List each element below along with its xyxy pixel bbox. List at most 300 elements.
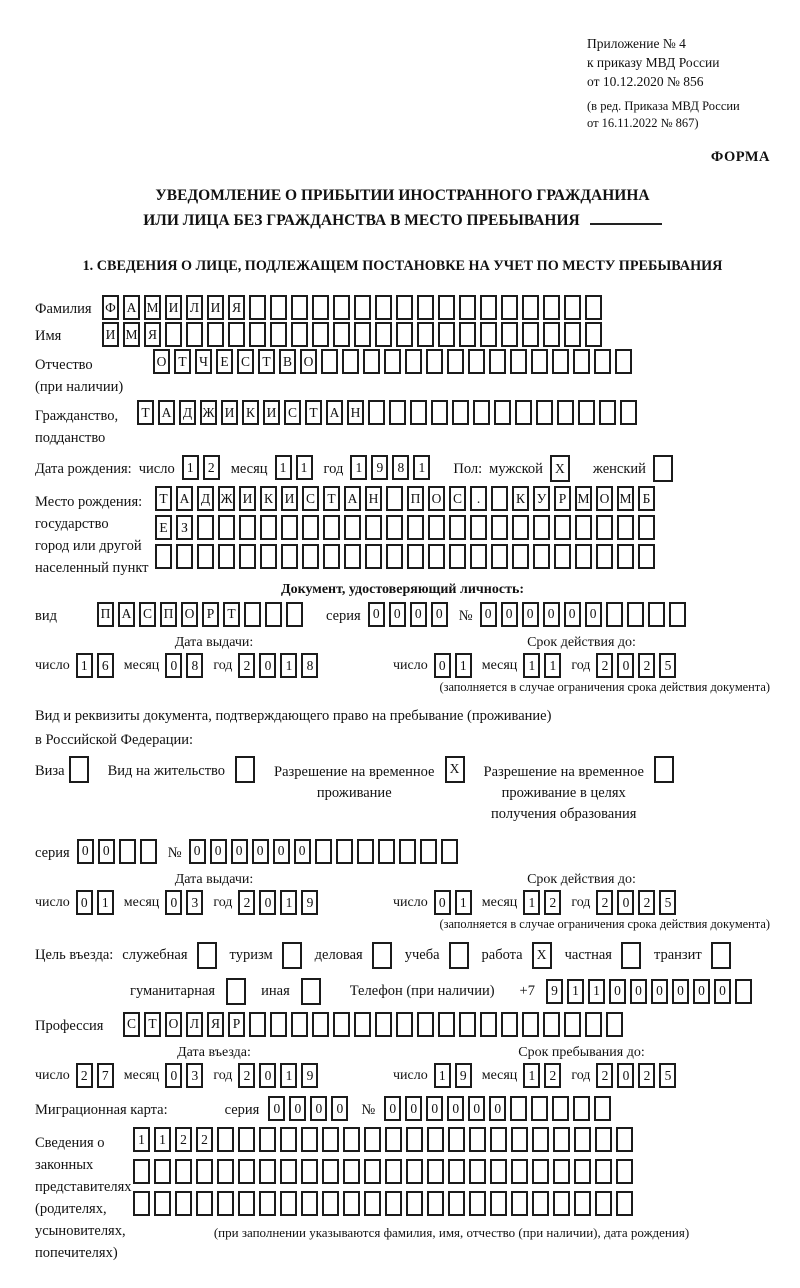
form-cell[interactable]: О <box>596 486 613 511</box>
form-cell[interactable] <box>407 515 424 540</box>
form-cell[interactable] <box>396 1012 413 1037</box>
form-cell[interactable] <box>322 1127 339 1152</box>
form-cell[interactable]: 0 <box>480 602 497 627</box>
form-cell[interactable]: Т <box>223 602 240 627</box>
form-cell[interactable] <box>217 1127 234 1152</box>
form-cell[interactable]: 7 <box>97 1063 114 1088</box>
form-cell[interactable] <box>616 1127 633 1152</box>
form-cell[interactable] <box>606 1012 623 1037</box>
form-cell[interactable]: 0 <box>447 1096 464 1121</box>
form-cell[interactable] <box>389 400 406 425</box>
form-cell[interactable]: 0 <box>651 979 668 1004</box>
form-cell[interactable] <box>312 295 329 320</box>
form-cell[interactable] <box>342 349 359 374</box>
form-cell[interactable] <box>235 756 255 783</box>
form-cell[interactable] <box>354 322 371 347</box>
form-cell[interactable] <box>553 1191 570 1216</box>
form-cell[interactable] <box>469 1191 486 1216</box>
form-cell[interactable]: А <box>158 400 175 425</box>
form-cell[interactable] <box>259 1159 276 1184</box>
form-cell[interactable]: X <box>550 455 570 482</box>
form-cell[interactable] <box>595 1127 612 1152</box>
form-cell[interactable] <box>653 455 673 482</box>
form-cell[interactable] <box>594 1096 611 1121</box>
form-cell[interactable] <box>522 322 539 347</box>
form-cell[interactable] <box>386 515 403 540</box>
form-cell[interactable] <box>270 295 287 320</box>
form-cell[interactable]: 8 <box>186 653 203 678</box>
form-cell[interactable] <box>553 1127 570 1152</box>
form-cell[interactable] <box>385 1191 402 1216</box>
form-cell[interactable] <box>620 400 637 425</box>
form-cell[interactable] <box>226 978 246 1005</box>
form-cell[interactable] <box>217 1159 234 1184</box>
form-cell[interactable]: М <box>123 322 140 347</box>
form-cell[interactable] <box>512 515 529 540</box>
form-cell[interactable] <box>426 349 443 374</box>
form-cell[interactable]: 9 <box>371 455 388 480</box>
form-cell[interactable]: 0 <box>617 1063 634 1088</box>
form-cell[interactable]: 2 <box>76 1063 93 1088</box>
form-cell[interactable] <box>368 400 385 425</box>
form-cell[interactable] <box>441 839 458 864</box>
form-cell[interactable] <box>596 515 613 540</box>
form-cell[interactable] <box>207 322 224 347</box>
form-cell[interactable] <box>260 544 277 569</box>
form-cell[interactable] <box>543 322 560 347</box>
form-cell[interactable] <box>260 515 277 540</box>
form-cell[interactable] <box>431 400 448 425</box>
form-cell[interactable] <box>533 544 550 569</box>
form-cell[interactable] <box>238 1191 255 1216</box>
form-cell[interactable] <box>428 544 445 569</box>
form-cell[interactable] <box>301 1191 318 1216</box>
form-cell[interactable] <box>385 1127 402 1152</box>
form-cell[interactable] <box>459 295 476 320</box>
form-cell[interactable] <box>302 544 319 569</box>
form-cell[interactable]: Н <box>365 486 382 511</box>
form-cell[interactable]: 1 <box>76 653 93 678</box>
form-cell[interactable]: 0 <box>389 602 406 627</box>
form-cell[interactable]: 9 <box>301 890 318 915</box>
form-cell[interactable] <box>417 295 434 320</box>
form-cell[interactable] <box>343 1191 360 1216</box>
form-cell[interactable] <box>228 322 245 347</box>
form-cell[interactable] <box>343 1127 360 1152</box>
form-cell[interactable]: 5 <box>659 890 676 915</box>
form-cell[interactable] <box>532 1159 549 1184</box>
form-cell[interactable]: И <box>102 322 119 347</box>
form-cell[interactable] <box>552 349 569 374</box>
form-cell[interactable]: 1 <box>567 979 584 1004</box>
form-cell[interactable] <box>321 349 338 374</box>
form-cell[interactable]: 2 <box>238 890 255 915</box>
form-cell[interactable] <box>365 544 382 569</box>
form-cell[interactable] <box>323 515 340 540</box>
form-cell[interactable]: 5 <box>659 1063 676 1088</box>
form-cell[interactable] <box>375 295 392 320</box>
form-cell[interactable] <box>638 515 655 540</box>
form-cell[interactable]: 2 <box>596 890 613 915</box>
form-cell[interactable] <box>291 295 308 320</box>
form-cell[interactable]: 0 <box>543 602 560 627</box>
form-cell[interactable] <box>186 322 203 347</box>
form-cell[interactable] <box>447 349 464 374</box>
form-cell[interactable]: 2 <box>638 1063 655 1088</box>
form-cell[interactable] <box>365 515 382 540</box>
form-cell[interactable] <box>448 1127 465 1152</box>
form-cell[interactable] <box>218 515 235 540</box>
form-cell[interactable] <box>491 486 508 511</box>
form-cell[interactable]: 2 <box>596 653 613 678</box>
form-cell[interactable]: 5 <box>659 653 676 678</box>
form-cell[interactable] <box>522 1012 539 1037</box>
form-cell[interactable]: 0 <box>77 839 94 864</box>
form-cell[interactable]: 0 <box>252 839 269 864</box>
form-cell[interactable] <box>270 322 287 347</box>
form-cell[interactable] <box>417 1012 434 1037</box>
form-cell[interactable]: 2 <box>596 1063 613 1088</box>
form-cell[interactable] <box>491 544 508 569</box>
form-cell[interactable] <box>501 295 518 320</box>
form-cell[interactable] <box>384 349 401 374</box>
form-cell[interactable]: 0 <box>384 1096 401 1121</box>
form-cell[interactable]: Т <box>323 486 340 511</box>
form-cell[interactable] <box>301 978 321 1005</box>
form-cell[interactable] <box>354 295 371 320</box>
form-cell[interactable]: И <box>207 295 224 320</box>
form-cell[interactable] <box>511 1191 528 1216</box>
form-cell[interactable] <box>473 400 490 425</box>
form-cell[interactable]: Р <box>554 486 571 511</box>
form-cell[interactable] <box>438 295 455 320</box>
form-cell[interactable] <box>531 349 548 374</box>
form-cell[interactable] <box>617 515 634 540</box>
form-cell[interactable]: 9 <box>301 1063 318 1088</box>
form-cell[interactable] <box>448 1159 465 1184</box>
form-cell[interactable] <box>449 544 466 569</box>
form-cell[interactable] <box>585 322 602 347</box>
form-cell[interactable]: А <box>123 295 140 320</box>
form-cell[interactable] <box>459 322 476 347</box>
form-cell[interactable]: И <box>281 486 298 511</box>
form-cell[interactable]: 0 <box>210 839 227 864</box>
form-cell[interactable] <box>386 544 403 569</box>
form-cell[interactable]: У <box>533 486 550 511</box>
form-cell[interactable]: Ч <box>195 349 212 374</box>
form-cell[interactable] <box>407 544 424 569</box>
form-cell[interactable]: 2 <box>238 653 255 678</box>
form-cell[interactable]: Т <box>144 1012 161 1037</box>
form-cell[interactable]: 1 <box>413 455 430 480</box>
form-cell[interactable]: 0 <box>410 602 427 627</box>
form-cell[interactable]: Ж <box>218 486 235 511</box>
form-cell[interactable] <box>420 839 437 864</box>
form-cell[interactable] <box>536 400 553 425</box>
form-cell[interactable]: Ж <box>200 400 217 425</box>
form-cell[interactable]: 0 <box>405 1096 422 1121</box>
form-cell[interactable]: С <box>302 486 319 511</box>
form-cell[interactable]: 0 <box>501 602 518 627</box>
form-cell[interactable] <box>438 1012 455 1037</box>
form-cell[interactable]: 0 <box>426 1096 443 1121</box>
form-cell[interactable]: 0 <box>564 602 581 627</box>
form-cell[interactable] <box>564 1012 581 1037</box>
form-cell[interactable] <box>621 942 641 969</box>
form-cell[interactable] <box>364 1127 381 1152</box>
form-cell[interactable]: 1 <box>544 653 561 678</box>
form-cell[interactable]: Д <box>179 400 196 425</box>
form-cell[interactable] <box>428 515 445 540</box>
form-cell[interactable] <box>512 544 529 569</box>
form-cell[interactable]: 0 <box>165 890 182 915</box>
form-cell[interactable] <box>218 544 235 569</box>
form-cell[interactable] <box>406 1127 423 1152</box>
form-cell[interactable] <box>615 349 632 374</box>
form-cell[interactable] <box>574 1159 591 1184</box>
form-cell[interactable]: 1 <box>434 1063 451 1088</box>
form-cell[interactable] <box>510 349 527 374</box>
form-cell[interactable] <box>238 1159 255 1184</box>
form-cell[interactable]: Р <box>202 602 219 627</box>
form-cell[interactable]: 8 <box>392 455 409 480</box>
form-cell[interactable] <box>574 1191 591 1216</box>
form-cell[interactable]: 0 <box>165 1063 182 1088</box>
form-cell[interactable] <box>406 1191 423 1216</box>
form-cell[interactable] <box>606 602 623 627</box>
form-cell[interactable] <box>265 602 282 627</box>
form-cell[interactable]: 1 <box>133 1127 150 1152</box>
form-cell[interactable] <box>564 295 581 320</box>
form-cell[interactable]: Т <box>137 400 154 425</box>
form-cell[interactable] <box>375 1012 392 1037</box>
form-cell[interactable]: 0 <box>617 890 634 915</box>
form-cell[interactable] <box>490 1191 507 1216</box>
form-cell[interactable] <box>522 295 539 320</box>
form-cell[interactable] <box>378 839 395 864</box>
form-cell[interactable] <box>585 295 602 320</box>
form-cell[interactable]: М <box>617 486 634 511</box>
form-cell[interactable]: Т <box>155 486 172 511</box>
form-cell[interactable] <box>469 1127 486 1152</box>
form-cell[interactable]: Л <box>186 295 203 320</box>
form-cell[interactable] <box>385 1159 402 1184</box>
form-cell[interactable]: С <box>449 486 466 511</box>
form-cell[interactable] <box>364 1191 381 1216</box>
form-cell[interactable]: 0 <box>273 839 290 864</box>
form-cell[interactable]: 1 <box>280 1063 297 1088</box>
form-cell[interactable]: 1 <box>523 890 540 915</box>
form-cell[interactable] <box>280 1127 297 1152</box>
form-cell[interactable] <box>405 349 422 374</box>
form-cell[interactable]: О <box>300 349 317 374</box>
form-cell[interactable]: А <box>326 400 343 425</box>
form-cell[interactable] <box>280 1159 297 1184</box>
form-cell[interactable]: 1 <box>296 455 313 480</box>
form-cell[interactable] <box>638 544 655 569</box>
form-cell[interactable]: 3 <box>186 1063 203 1088</box>
form-cell[interactable]: 0 <box>189 839 206 864</box>
form-cell[interactable] <box>427 1191 444 1216</box>
form-cell[interactable]: Р <box>228 1012 245 1037</box>
form-cell[interactable] <box>322 1191 339 1216</box>
form-cell[interactable]: 0 <box>585 602 602 627</box>
form-cell[interactable] <box>259 1191 276 1216</box>
form-cell[interactable] <box>363 349 380 374</box>
form-cell[interactable] <box>354 1012 371 1037</box>
form-cell[interactable] <box>302 515 319 540</box>
form-cell[interactable]: 2 <box>638 653 655 678</box>
form-cell[interactable] <box>312 1012 329 1037</box>
form-cell[interactable]: 0 <box>434 653 451 678</box>
form-cell[interactable] <box>396 295 413 320</box>
form-cell[interactable] <box>333 295 350 320</box>
form-cell[interactable]: О <box>181 602 198 627</box>
form-cell[interactable]: 1 <box>455 653 472 678</box>
form-cell[interactable] <box>470 515 487 540</box>
form-cell[interactable] <box>557 400 574 425</box>
form-cell[interactable]: 2 <box>238 1063 255 1088</box>
form-cell[interactable] <box>427 1127 444 1152</box>
form-cell[interactable]: 0 <box>617 653 634 678</box>
form-cell[interactable] <box>343 1159 360 1184</box>
form-cell[interactable] <box>336 839 353 864</box>
form-cell[interactable] <box>573 1096 590 1121</box>
form-cell[interactable] <box>480 322 497 347</box>
form-cell[interactable] <box>468 349 485 374</box>
form-cell[interactable]: Т <box>305 400 322 425</box>
form-cell[interactable] <box>595 1191 612 1216</box>
form-cell[interactable] <box>281 544 298 569</box>
form-cell[interactable] <box>399 839 416 864</box>
form-cell[interactable] <box>301 1127 318 1152</box>
form-cell[interactable]: К <box>260 486 277 511</box>
form-cell[interactable] <box>417 322 434 347</box>
form-cell[interactable] <box>175 1159 192 1184</box>
form-cell[interactable]: Н <box>347 400 364 425</box>
form-cell[interactable]: О <box>428 486 445 511</box>
form-cell[interactable] <box>140 839 157 864</box>
form-cell[interactable] <box>459 1012 476 1037</box>
form-cell[interactable]: 0 <box>259 653 276 678</box>
form-cell[interactable] <box>553 1159 570 1184</box>
form-cell[interactable]: Я <box>144 322 161 347</box>
form-cell[interactable] <box>119 839 136 864</box>
form-cell[interactable]: 9 <box>546 979 563 1004</box>
form-cell[interactable]: Ф <box>102 295 119 320</box>
form-cell[interactable] <box>154 1191 171 1216</box>
form-cell[interactable] <box>323 544 340 569</box>
form-cell[interactable]: К <box>242 400 259 425</box>
form-cell[interactable]: 0 <box>165 653 182 678</box>
form-cell[interactable]: 0 <box>368 602 385 627</box>
form-cell[interactable]: П <box>407 486 424 511</box>
form-cell[interactable] <box>197 515 214 540</box>
form-cell[interactable]: 1 <box>350 455 367 480</box>
form-cell[interactable] <box>449 942 469 969</box>
form-cell[interactable]: 1 <box>280 890 297 915</box>
form-cell[interactable] <box>176 544 193 569</box>
form-cell[interactable]: 1 <box>455 890 472 915</box>
form-cell[interactable]: 1 <box>97 890 114 915</box>
form-cell[interactable] <box>244 602 261 627</box>
form-cell[interactable] <box>669 602 686 627</box>
form-cell[interactable] <box>532 1191 549 1216</box>
form-cell[interactable]: 0 <box>294 839 311 864</box>
form-cell[interactable] <box>470 544 487 569</box>
form-cell[interactable] <box>491 515 508 540</box>
form-cell[interactable]: 0 <box>489 1096 506 1121</box>
form-cell[interactable] <box>515 400 532 425</box>
form-cell[interactable] <box>616 1159 633 1184</box>
form-cell[interactable] <box>286 602 303 627</box>
form-cell[interactable]: 8 <box>301 653 318 678</box>
form-cell[interactable] <box>155 544 172 569</box>
form-cell[interactable]: 0 <box>310 1096 327 1121</box>
form-cell[interactable]: С <box>237 349 254 374</box>
form-cell[interactable] <box>654 756 674 783</box>
form-cell[interactable]: А <box>118 602 135 627</box>
form-cell[interactable] <box>594 349 611 374</box>
form-cell[interactable] <box>735 979 752 1004</box>
form-cell[interactable] <box>554 515 571 540</box>
form-cell[interactable] <box>249 322 266 347</box>
form-cell[interactable] <box>322 1159 339 1184</box>
form-cell[interactable] <box>270 1012 287 1037</box>
form-cell[interactable]: В <box>279 349 296 374</box>
form-cell[interactable] <box>333 1012 350 1037</box>
form-cell[interactable] <box>452 400 469 425</box>
form-cell[interactable] <box>564 322 581 347</box>
form-cell[interactable] <box>249 295 266 320</box>
form-cell[interactable] <box>438 322 455 347</box>
form-cell[interactable]: 2 <box>544 1063 561 1088</box>
form-cell[interactable] <box>427 1159 444 1184</box>
form-cell[interactable] <box>344 544 361 569</box>
form-cell[interactable] <box>196 1159 213 1184</box>
form-cell[interactable]: Т <box>258 349 275 374</box>
form-cell[interactable]: 1 <box>523 653 540 678</box>
form-cell[interactable] <box>617 544 634 569</box>
form-cell[interactable]: 0 <box>630 979 647 1004</box>
form-cell[interactable] <box>372 942 392 969</box>
form-cell[interactable]: X <box>532 942 552 969</box>
form-cell[interactable] <box>501 322 518 347</box>
form-cell[interactable] <box>281 515 298 540</box>
form-cell[interactable] <box>196 1191 213 1216</box>
form-cell[interactable] <box>575 544 592 569</box>
form-cell[interactable] <box>197 942 217 969</box>
form-cell[interactable] <box>364 1159 381 1184</box>
form-cell[interactable]: 0 <box>672 979 689 1004</box>
form-cell[interactable] <box>175 1191 192 1216</box>
form-cell[interactable] <box>489 349 506 374</box>
form-cell[interactable]: 2 <box>175 1127 192 1152</box>
form-cell[interactable]: П <box>97 602 114 627</box>
form-cell[interactable]: 0 <box>434 890 451 915</box>
form-cell[interactable] <box>469 1159 486 1184</box>
form-cell[interactable]: Я <box>207 1012 224 1037</box>
form-cell[interactable]: 1 <box>523 1063 540 1088</box>
form-cell[interactable] <box>333 322 350 347</box>
form-cell[interactable]: 0 <box>609 979 626 1004</box>
form-cell[interactable]: С <box>123 1012 140 1037</box>
form-cell[interactable] <box>648 602 665 627</box>
form-cell[interactable]: И <box>221 400 238 425</box>
form-cell[interactable]: 0 <box>231 839 248 864</box>
form-cell[interactable] <box>375 322 392 347</box>
form-cell[interactable] <box>490 1159 507 1184</box>
